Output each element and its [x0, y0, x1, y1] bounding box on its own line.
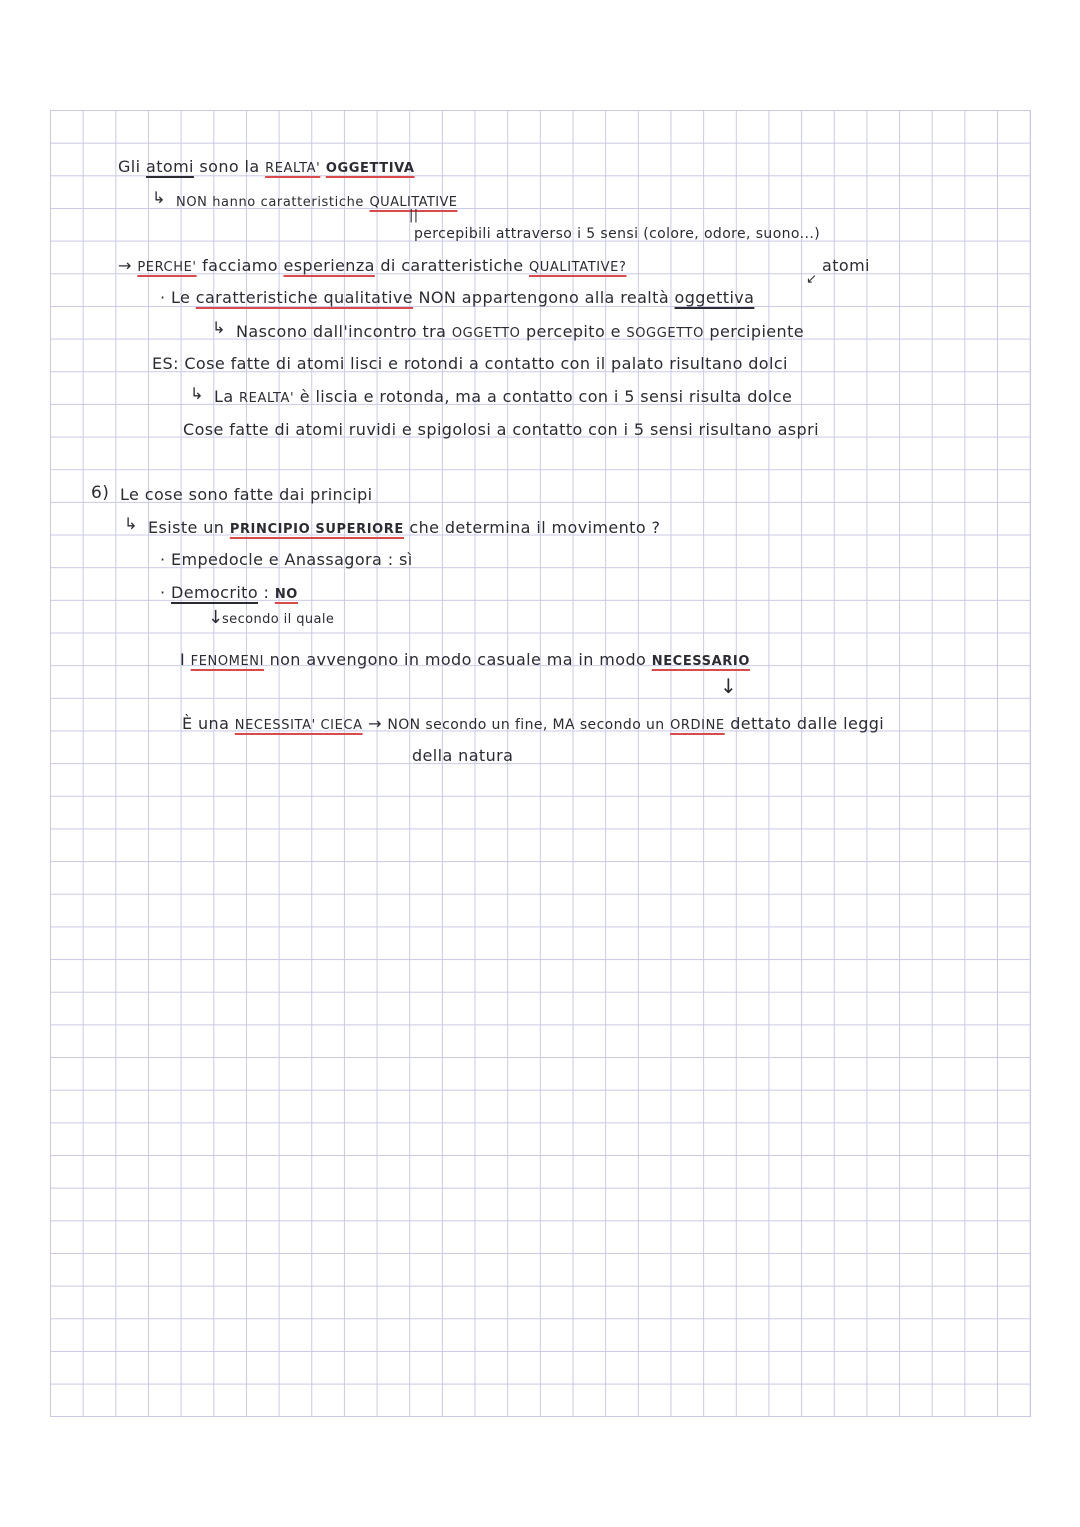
- line-della-natura: della natura: [412, 746, 514, 765]
- right-arrow-icon: →: [118, 256, 132, 275]
- line-empedocle-anassagora: [160, 550, 413, 570]
- small-arrow-icon: ↙: [806, 272, 817, 287]
- section-number: 6): [91, 483, 110, 503]
- term-soggetto: SOGGETTO: [626, 326, 704, 341]
- term-caratteristiche-qualitative: caratteristiche qualitative: [195, 288, 414, 307]
- term-fenomeni: FENOMENI: [190, 654, 265, 669]
- bullet-dot: ·: [160, 550, 166, 569]
- line-qualities-not-objective: [160, 288, 754, 308]
- text-liscia-rotonda: è liscia e rotonda, ma a contatto con i 5 sensi risulta dolce: [299, 387, 793, 406]
- line-reality-smooth: [214, 387, 792, 409]
- word-esperienza: esperienza: [283, 256, 375, 275]
- text-non-hanno: NON hanno caratteristiche: [176, 195, 365, 210]
- term-no: NO: [274, 587, 298, 602]
- term-oggetto: OGGETTO: [451, 326, 521, 341]
- bullet-dot: ·: [160, 288, 166, 307]
- right-arrow-icon: →: [368, 714, 382, 733]
- down-arrow-icon: ↓: [208, 607, 224, 628]
- line-example-sour: Cose fatte di atomi ruvidi e spigolosi a contatto con i 5 sensi risultano aspri: [183, 420, 819, 439]
- text-non-avvengono: non avvengono in modo casuale ma in modo: [269, 650, 647, 669]
- hook-arrow-icon: ↳: [190, 384, 204, 403]
- line-why-qualitative: [118, 256, 626, 278]
- term-necessario: NECESSARIO: [651, 654, 751, 669]
- line-things-from-principles: Le cose sono fatte dai principi: [120, 485, 373, 504]
- line-arise-from-meeting: [236, 322, 804, 344]
- term-necessita-cieca: NECESSITA' CIECA: [234, 718, 363, 733]
- text-sono-la: sono la: [199, 157, 260, 176]
- text-dettato: dettato dalle leggi: [730, 714, 885, 733]
- text-empedocle: Empedocle e Anassagora : sì: [171, 550, 413, 569]
- equals-mark: ||: [409, 208, 419, 223]
- word-le: Le: [171, 288, 191, 307]
- colon: :: [263, 583, 270, 602]
- text-percipiente: percipiente: [709, 322, 804, 341]
- word-atomi: atomi: [146, 157, 194, 176]
- line-perceptible-senses: percepibili attraverso i 5 sensi (colore, odore, suono...): [414, 226, 821, 242]
- word-la: La: [214, 387, 234, 406]
- text-non-appartengono: NON appartengono alla realtà: [418, 288, 670, 307]
- term-principio-superiore: PRINCIPIO SUPERIORE: [229, 522, 404, 537]
- down-arrow-icon: ↓: [720, 674, 737, 698]
- hook-arrow-icon: ↳: [124, 514, 138, 533]
- term-realta-2: REALTA': [239, 391, 295, 406]
- text-esiste-un: Esiste un: [148, 518, 225, 537]
- hook-arrow-icon: ↳: [152, 188, 166, 207]
- hook-arrow-icon: ↳: [212, 318, 226, 337]
- bullet-dot: ·: [160, 583, 166, 602]
- word-democrito: Democrito: [171, 583, 259, 602]
- word-oggettiva: oggettiva: [674, 288, 755, 307]
- text-nascono: Nascono dall'incontro tra: [236, 322, 447, 341]
- word-gli: Gli: [118, 157, 141, 176]
- line-superior-principle-question: [148, 518, 660, 540]
- line-blind-necessity: [182, 714, 884, 736]
- text-che-determina: che determina il movimento ?: [409, 518, 661, 537]
- line-atoms-objective-reality: [118, 157, 415, 179]
- text-e-una: È una: [182, 714, 230, 733]
- word-i: I: [180, 650, 186, 669]
- term-ordine: ORDINE: [670, 718, 725, 733]
- term-oggettiva: OGGETTIVA: [325, 161, 415, 176]
- line-phenomena-necessary: [180, 650, 750, 672]
- text-di-caratteristiche: di caratteristiche: [380, 256, 524, 275]
- note-atomi: atomi: [822, 256, 870, 275]
- term-perche: PERCHE': [137, 260, 197, 275]
- term-qualitative: QUALITATIVE: [369, 195, 458, 210]
- term-qualitative-question: QUALITATIVE?: [528, 260, 627, 275]
- line-example-sweet: ES: Cose fatte di atomi lisci e rotondi a contatto con il palato risultano dolci: [152, 354, 788, 373]
- word-facciamo: facciamo: [202, 256, 278, 275]
- term-realta: REALTA': [265, 161, 321, 176]
- text-percepito: percepito e: [526, 322, 621, 341]
- text-non-secondo-un-fine: NON secondo un fine, MA secondo un: [387, 717, 665, 733]
- line-secondo-il-quale: secondo il quale: [222, 612, 335, 627]
- line-democrito: [160, 583, 298, 605]
